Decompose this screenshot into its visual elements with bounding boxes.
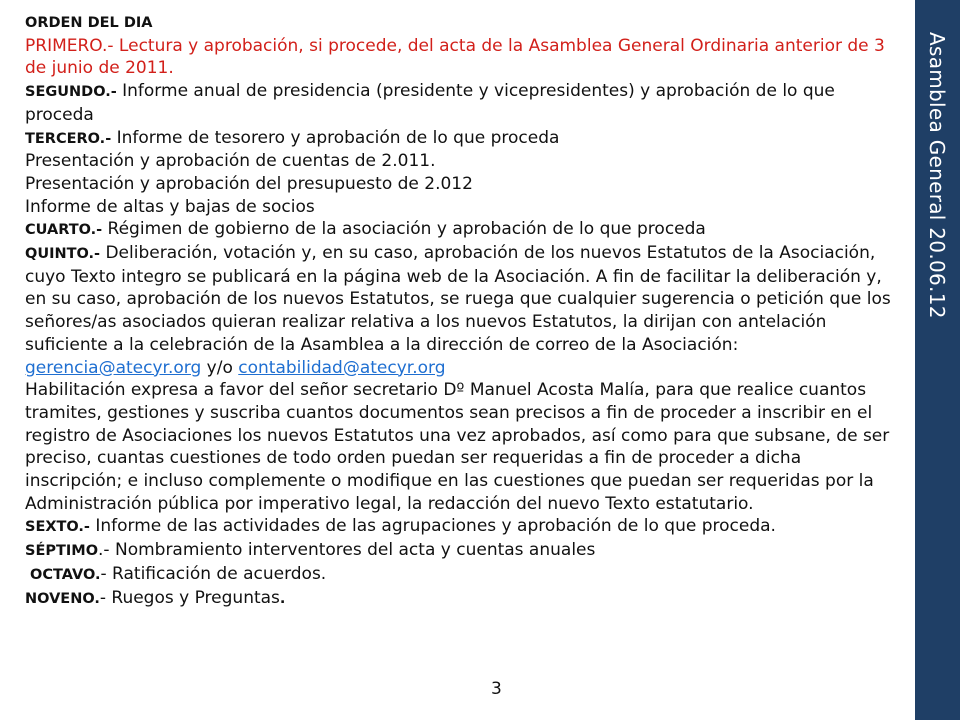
email-link-contabilidad[interactable]: contabilidad@atecyr.org: [238, 357, 446, 378]
tercero-text: Informe de tesorero y aprobación de lo que proceda: [111, 127, 560, 148]
noveno-label: NOVENO.: [25, 590, 100, 607]
segundo-label: SEGUNDO.-: [25, 84, 117, 101]
segundo-text: Informe anual de presidencia (presidente y vicepresidentes) y aprobación de lo que proceda: [25, 81, 835, 125]
septimo-text: .- Nombramiento interventores del acta y cuentas anuales: [98, 540, 596, 561]
item-cuarto: [25, 218, 895, 242]
tercero-line-socios: Informe de altas y bajas de socios: [25, 196, 315, 217]
noveno-end: .: [279, 590, 286, 607]
sexto-label: SEXTO.-: [25, 519, 90, 536]
item-quinto: [25, 242, 895, 379]
octavo-text: - Ratificación de acuerdos.: [100, 563, 327, 584]
tercero-label: TERCERO.-: [25, 130, 112, 147]
page-number: 3: [491, 679, 502, 699]
email-separator: y/o: [201, 357, 239, 378]
agenda-content: [25, 12, 895, 610]
octavo-label: OCTAVO.: [25, 566, 101, 583]
email-link-gerencia[interactable]: gerencia@atecyr.org: [25, 357, 202, 378]
sexto-text: Informe de las actividades de las agrupaciones y aprobación de lo que proceda.: [89, 516, 776, 537]
quinto-text: Deliberación, votación y, en su caso, aprobación de los nuevos Estatutos de la Asociación, cuyo Texto integro se publicará en la página web de la Asociación. A fin de facilitar la deliberación y, en su caso, aprobación de los nuevos Estatutos, se ruega que cualquier sugerencia o petición que los señores/as asociados quieran realizar relativa a los nuevos Estatutos, la dirijan con antelación suficiente a la celebración de la Asamblea a la dirección de correo de la Asociación:: [25, 243, 891, 355]
item-sexto: [25, 515, 895, 539]
noveno-text: - Ruegos y Preguntas: [99, 587, 280, 608]
cuarto-label: CUARTO.-: [25, 222, 103, 239]
agenda-heading: ORDEN DEL DIA: [25, 15, 153, 31]
item-noveno: [25, 587, 895, 611]
septimo-label: SÉPTIMO: [25, 543, 99, 560]
item-segundo: [25, 80, 895, 126]
sidebar-title-wrap: [915, 0, 960, 720]
sidebar-title: Asamblea General 20.06.12: [925, 32, 949, 319]
item-septimo: [25, 539, 895, 563]
quinto-label: QUINTO.-: [25, 246, 101, 263]
tercero-line-presupuesto: Presentación y aprobación del presupuesto de 2.012: [25, 173, 473, 194]
habilitacion-paragraph: Habilitación expresa a favor del señor secretario Dº Manuel Acosta Malía, para que realice cuantos tramites, gestiones y suscriba cuantos documentos sean precisos a fin de proceder a inscribir en el registro de Asociaciones los nuevos Estatutos una vez aprobados, así como para que subsane, de ser preciso, cuantas cuestiones de todo orden puedan ser requeridas a fin de proceder a dicha inscripción; e incluso complemente o modifique en las cuestiones que puedan ser requeridas por la Administración pública por imperativo legal, la redacción del nuevo Texto estatutario.: [25, 380, 890, 514]
tercero-line-cuentas: Presentación y aprobación de cuentas de 2.011.: [25, 151, 436, 172]
item-octavo: [25, 563, 895, 587]
cuarto-text: Régimen de gobierno de la asociación y aprobación de lo que proceda: [102, 219, 706, 240]
item-tercero: [25, 127, 895, 151]
item-primero: PRIMERO.- Lectura y aprobación, si procede, del acta de la Asamblea General Ordinaria anterior de 3 de junio de 2011.: [25, 35, 885, 79]
